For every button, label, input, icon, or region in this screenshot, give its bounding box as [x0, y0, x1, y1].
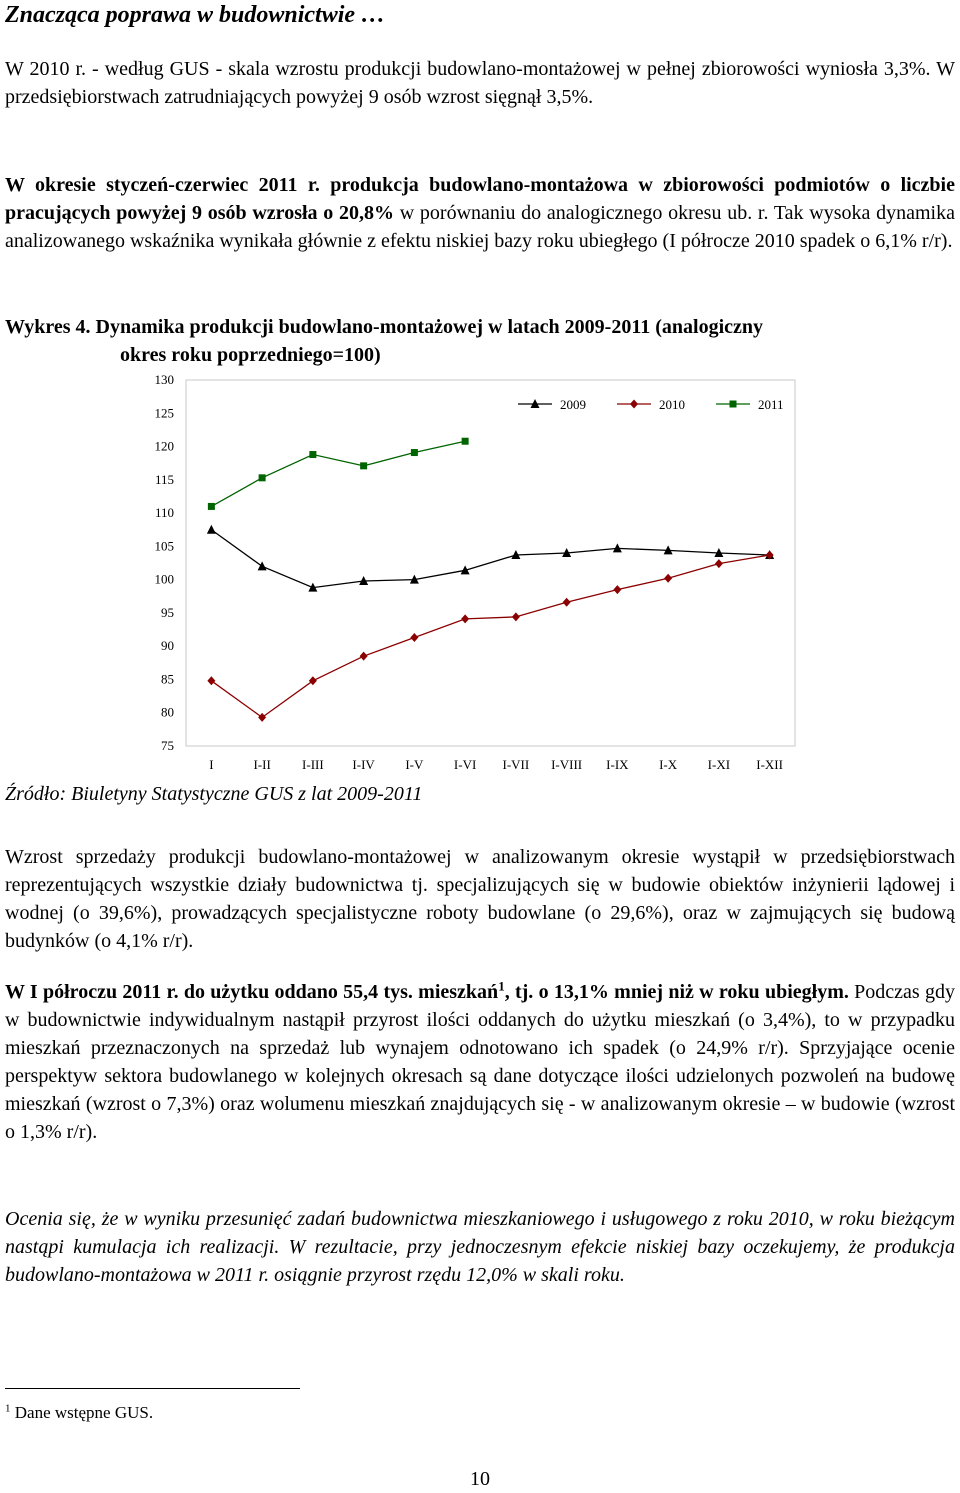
y-tick-label: 130 — [154, 372, 174, 387]
x-tick-label: I-III — [302, 757, 324, 772]
page-heading: Znacząca poprawa w budownictwie … — [5, 2, 386, 28]
x-tick-label: I-IX — [606, 757, 629, 772]
data-point-2010 — [461, 614, 469, 623]
bold-text: , tj. o 13,1% mniej niż w roku ubiegłym. — [504, 981, 849, 1003]
bold-text: W I półroczu 2011 r. do użytku oddano 55,4 tys. mieszkań — [5, 981, 499, 1003]
y-tick-label: 95 — [161, 604, 174, 620]
y-tick-label: 105 — [154, 538, 174, 554]
data-point-2011 — [309, 451, 316, 458]
paragraph-text: W 2010 r. - według GUS - skala wzrostu produkcji budowlano-montażowej w pełnej zbiorowości wyniosła 3,3%. W przedsiębiorstwach zatrudniających powyżej 9 osób wzrost sięgnął 3,5%. — [5, 58, 955, 108]
data-point-2010 — [309, 676, 317, 685]
y-tick-label: 90 — [161, 638, 174, 654]
figure-caption — [5, 313, 955, 369]
data-point-2010 — [258, 713, 266, 722]
y-tick-label: 110 — [154, 505, 174, 521]
x-tick-label: I-VIII — [551, 757, 583, 772]
legend-marker-2011 — [730, 401, 737, 408]
data-point-2010 — [360, 652, 368, 661]
page-number: 10 — [470, 1468, 490, 1490]
paragraph-housing — [5, 978, 955, 1146]
x-tick-label: I-XI — [707, 757, 731, 772]
series-line-2010 — [211, 555, 769, 717]
paragraph-sales-growth — [5, 843, 955, 955]
data-point-2011 — [259, 474, 266, 481]
x-tick-label: I-II — [253, 757, 271, 772]
data-point-2011 — [411, 449, 418, 456]
data-point-2010 — [410, 633, 418, 642]
data-point-2011 — [360, 462, 367, 469]
x-tick-label: I-VII — [502, 757, 530, 772]
x-tick-label: I-X — [659, 757, 678, 772]
y-tick-label: 125 — [154, 405, 174, 421]
series-line-2011 — [211, 441, 465, 506]
data-point-2011 — [208, 503, 215, 510]
bold-text: W okresie styczeń-czerwiec 2011 r. produkcja budowlano-montażowa w zbiorowości podmiotów o liczbie pracujących powyżej 9 osób wzrosła o 20,8% — [5, 174, 955, 224]
y-tick-label: 115 — [154, 471, 174, 487]
footnote-text: Dane wstępne GUS. — [10, 1403, 154, 1422]
footnote-reference[interactable]: 1 — [498, 978, 505, 994]
paragraph-text: Wzrost sprzedaży produkcji budowlano-montażowej w analizowanym okresie wystąpił w przedsiębiorstwach reprezentujących wszystkie działy budownictwa tj. specjalizujących się w budowie obiektów inżynierii lądowej i wodnej (o 39,6%), prowadzących specjalistyczne roboty budowlane (o 29,6%), oraz w zajmujących się budową budynków (o 4,1% r/r). — [5, 846, 955, 952]
caption-line-2: okres roku poprzedniego=100) — [120, 344, 381, 366]
x-tick-label: I-IV — [352, 757, 375, 772]
data-point-2010 — [207, 676, 215, 685]
data-point-2011 — [462, 438, 469, 445]
legend-label-2010: 2010 — [659, 397, 685, 412]
paragraph-h1-2011 — [5, 171, 955, 255]
data-point-2010 — [563, 598, 571, 607]
x-tick-label: I-VI — [453, 757, 477, 772]
production-dynamics-chart — [140, 372, 800, 772]
paragraph-forecast — [5, 1205, 955, 1289]
y-tick-label: 80 — [161, 704, 174, 720]
legend-label-2009: 2009 — [560, 397, 586, 412]
legend-label-2011: 2011 — [758, 397, 784, 412]
y-tick-label: 120 — [154, 438, 174, 454]
x-tick-label: I-XII — [756, 757, 783, 772]
caption-line-1: Wykres 4. Dynamika produkcji budowlano-montażowej w latach 2009-2011 (analogiczny — [5, 316, 764, 338]
paragraph-text: Podczas gdy w budownictwie indywidualnym nastąpił przyrost ilości oddanych do użytku mieszkań (o 3,4%), to w przypadku mieszkań przeznaczonych na sprzedaż lub wynajem odnotowano ich spadek (o 24,9% r/r). Sprzyjające ocenie perspektyw sektora budowlanego w kolejnych okresach są dane dotyczące ilości udzielonych pozwoleń na budowę mieszkań (wzrost o 7,3%) oraz wolumenu mieszkań znajdujących się - w analizowanym okresie – w budowie (wzrost o 1,3% r/r). — [5, 981, 955, 1143]
legend-marker-2010 — [630, 400, 638, 409]
footnote — [5, 1403, 153, 1423]
chart-source: Źródło: Biuletyny Statystyczne GUS z lat 2009-2011 — [5, 783, 423, 805]
footnote-mark: 1 — [5, 1402, 11, 1415]
data-point-2010 — [512, 612, 520, 621]
data-point-2010 — [613, 585, 621, 594]
footnote-divider — [5, 1388, 300, 1389]
paragraph-text: Ocenia się, że w wyniku przesunięć zadań budownictwa mieszkaniowego i usługowego z roku 2010, w roku bieżącym nastąpi kumulacja ich realizacji. W rezultacie, przy jednoczesnym efekcie niskiej bazy oczekujemy, że produkcja budowlano-montażowa w 2011 r. osiągnie przyrost rzędu 12,0% w skali roku. — [5, 1208, 955, 1286]
y-tick-label: 100 — [154, 571, 174, 587]
y-tick-label: 75 — [161, 738, 174, 753]
x-tick-label: I — [209, 757, 214, 772]
data-point-2009 — [258, 561, 267, 570]
paragraph-text: w porównaniu do analogicznego okresu ub. r. Tak wysoka dynamika analizowanego wskaźnika wynikała głównie z efektu niskiej bazy roku ubiegłego (I półrocze 2010 spadek o 6,1% r/r). — [5, 202, 955, 252]
data-point-2009 — [207, 525, 216, 534]
data-point-2010 — [664, 574, 672, 583]
series-line-2009 — [211, 530, 769, 588]
x-tick-label: I-V — [405, 757, 424, 772]
y-tick-label: 85 — [161, 671, 174, 687]
data-point-2010 — [715, 559, 723, 568]
paragraph-gus-2010 — [5, 55, 955, 111]
